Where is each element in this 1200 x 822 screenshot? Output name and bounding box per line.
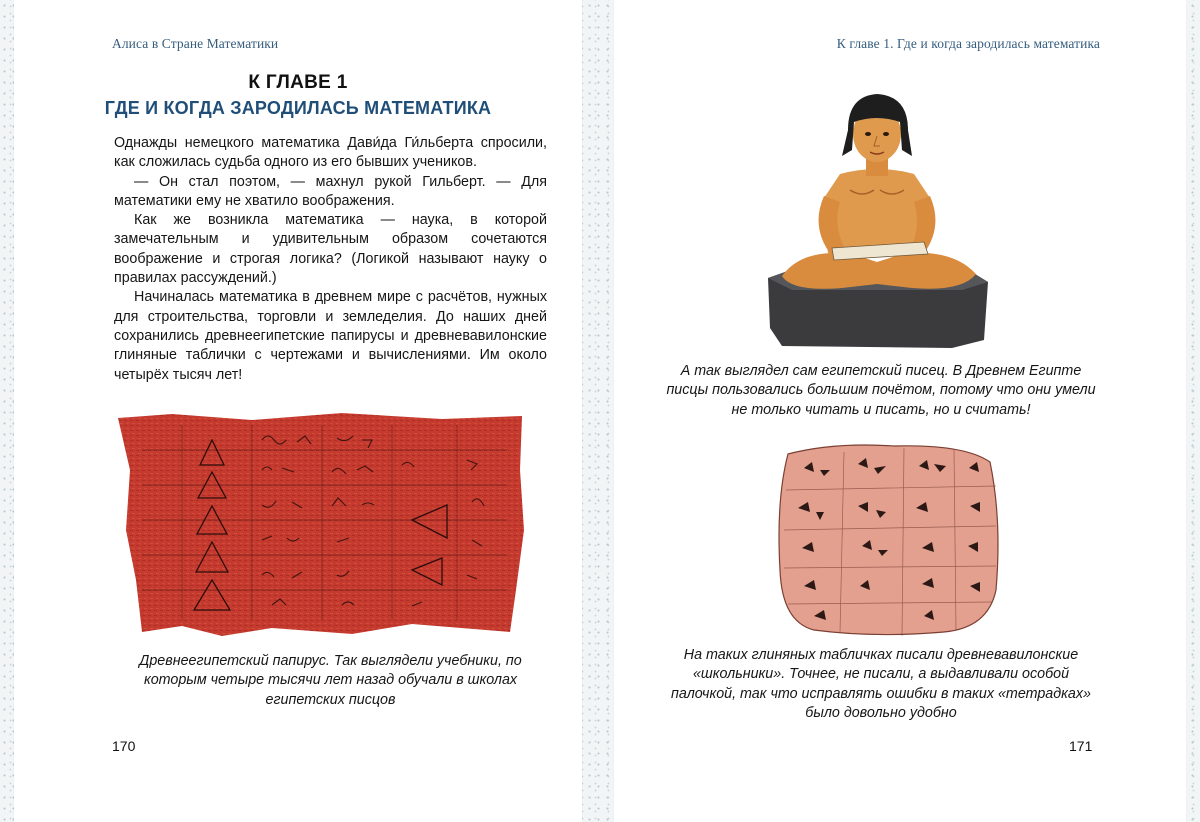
papyrus-caption: Древнеегипетский папирус. Так выглядели учебники, по которым четыре тысячи лет назад обучали в школах египетских писцов [139, 653, 522, 708]
papyrus-illustration [112, 410, 524, 638]
left-page [14, 0, 582, 822]
tablet-caption: На таких глиняных табличках писали древневавилонские «школьники». Точнее, не писали, а выдавливали особой палочкой, так что исправлять ошибки в таких «тетрадках» было довольно удобно [671, 647, 1091, 721]
running-head-right: К главе 1. Где и когда зародилась математика [836, 36, 1100, 51]
paragraph: Однажды немецкого математика Дави́да Ги́льберта спросили, как сложилась судьба одного из его бывших учеников. [114, 135, 547, 171]
paragraph: — Он стал поэтом, — махнул рукой Гильберт. — Для математики ему не хватило воображения. [114, 173, 547, 209]
page-number-left: 170 [112, 738, 136, 754]
chapter-title: ГДЕ И КОГДА ЗАРОДИЛАСЬ МАТЕМАТИКА [104, 98, 492, 118]
paragraph: Начиналась математика в древнем мире с расчётов, нужных для строительства, торговли и земледелия. До наших дней сохранились древнеегипетские папирусы и древневавилонские глиняные таблички с чертежами и вычислениями. Им около четырёх тысяч лет! [114, 289, 547, 383]
chapter-heading [14, 72, 582, 119]
scribe-illustration [762, 78, 992, 350]
clay-tablet-illustration [774, 440, 1004, 638]
chapter-label: К ГЛАВЕ 1 [248, 72, 348, 93]
paragraph: Как же возникла математика — наука, в которой замечательным и удивительным образом сочетаются воображение и строгая логика? (Логикой называют науку о правилах рассуждений.) [114, 212, 547, 287]
body-text [114, 134, 547, 385]
running-head-left: Алиса в Стране Математики [112, 36, 279, 51]
page-number-right: 171 [1069, 738, 1093, 754]
scribe-caption: А так выглядел сам египетский писец. В Древнем Египте писцы пользовались большим почётом, потому что они умели не только читать и писать, но и считать! [666, 363, 1096, 418]
right-page [614, 0, 1186, 822]
